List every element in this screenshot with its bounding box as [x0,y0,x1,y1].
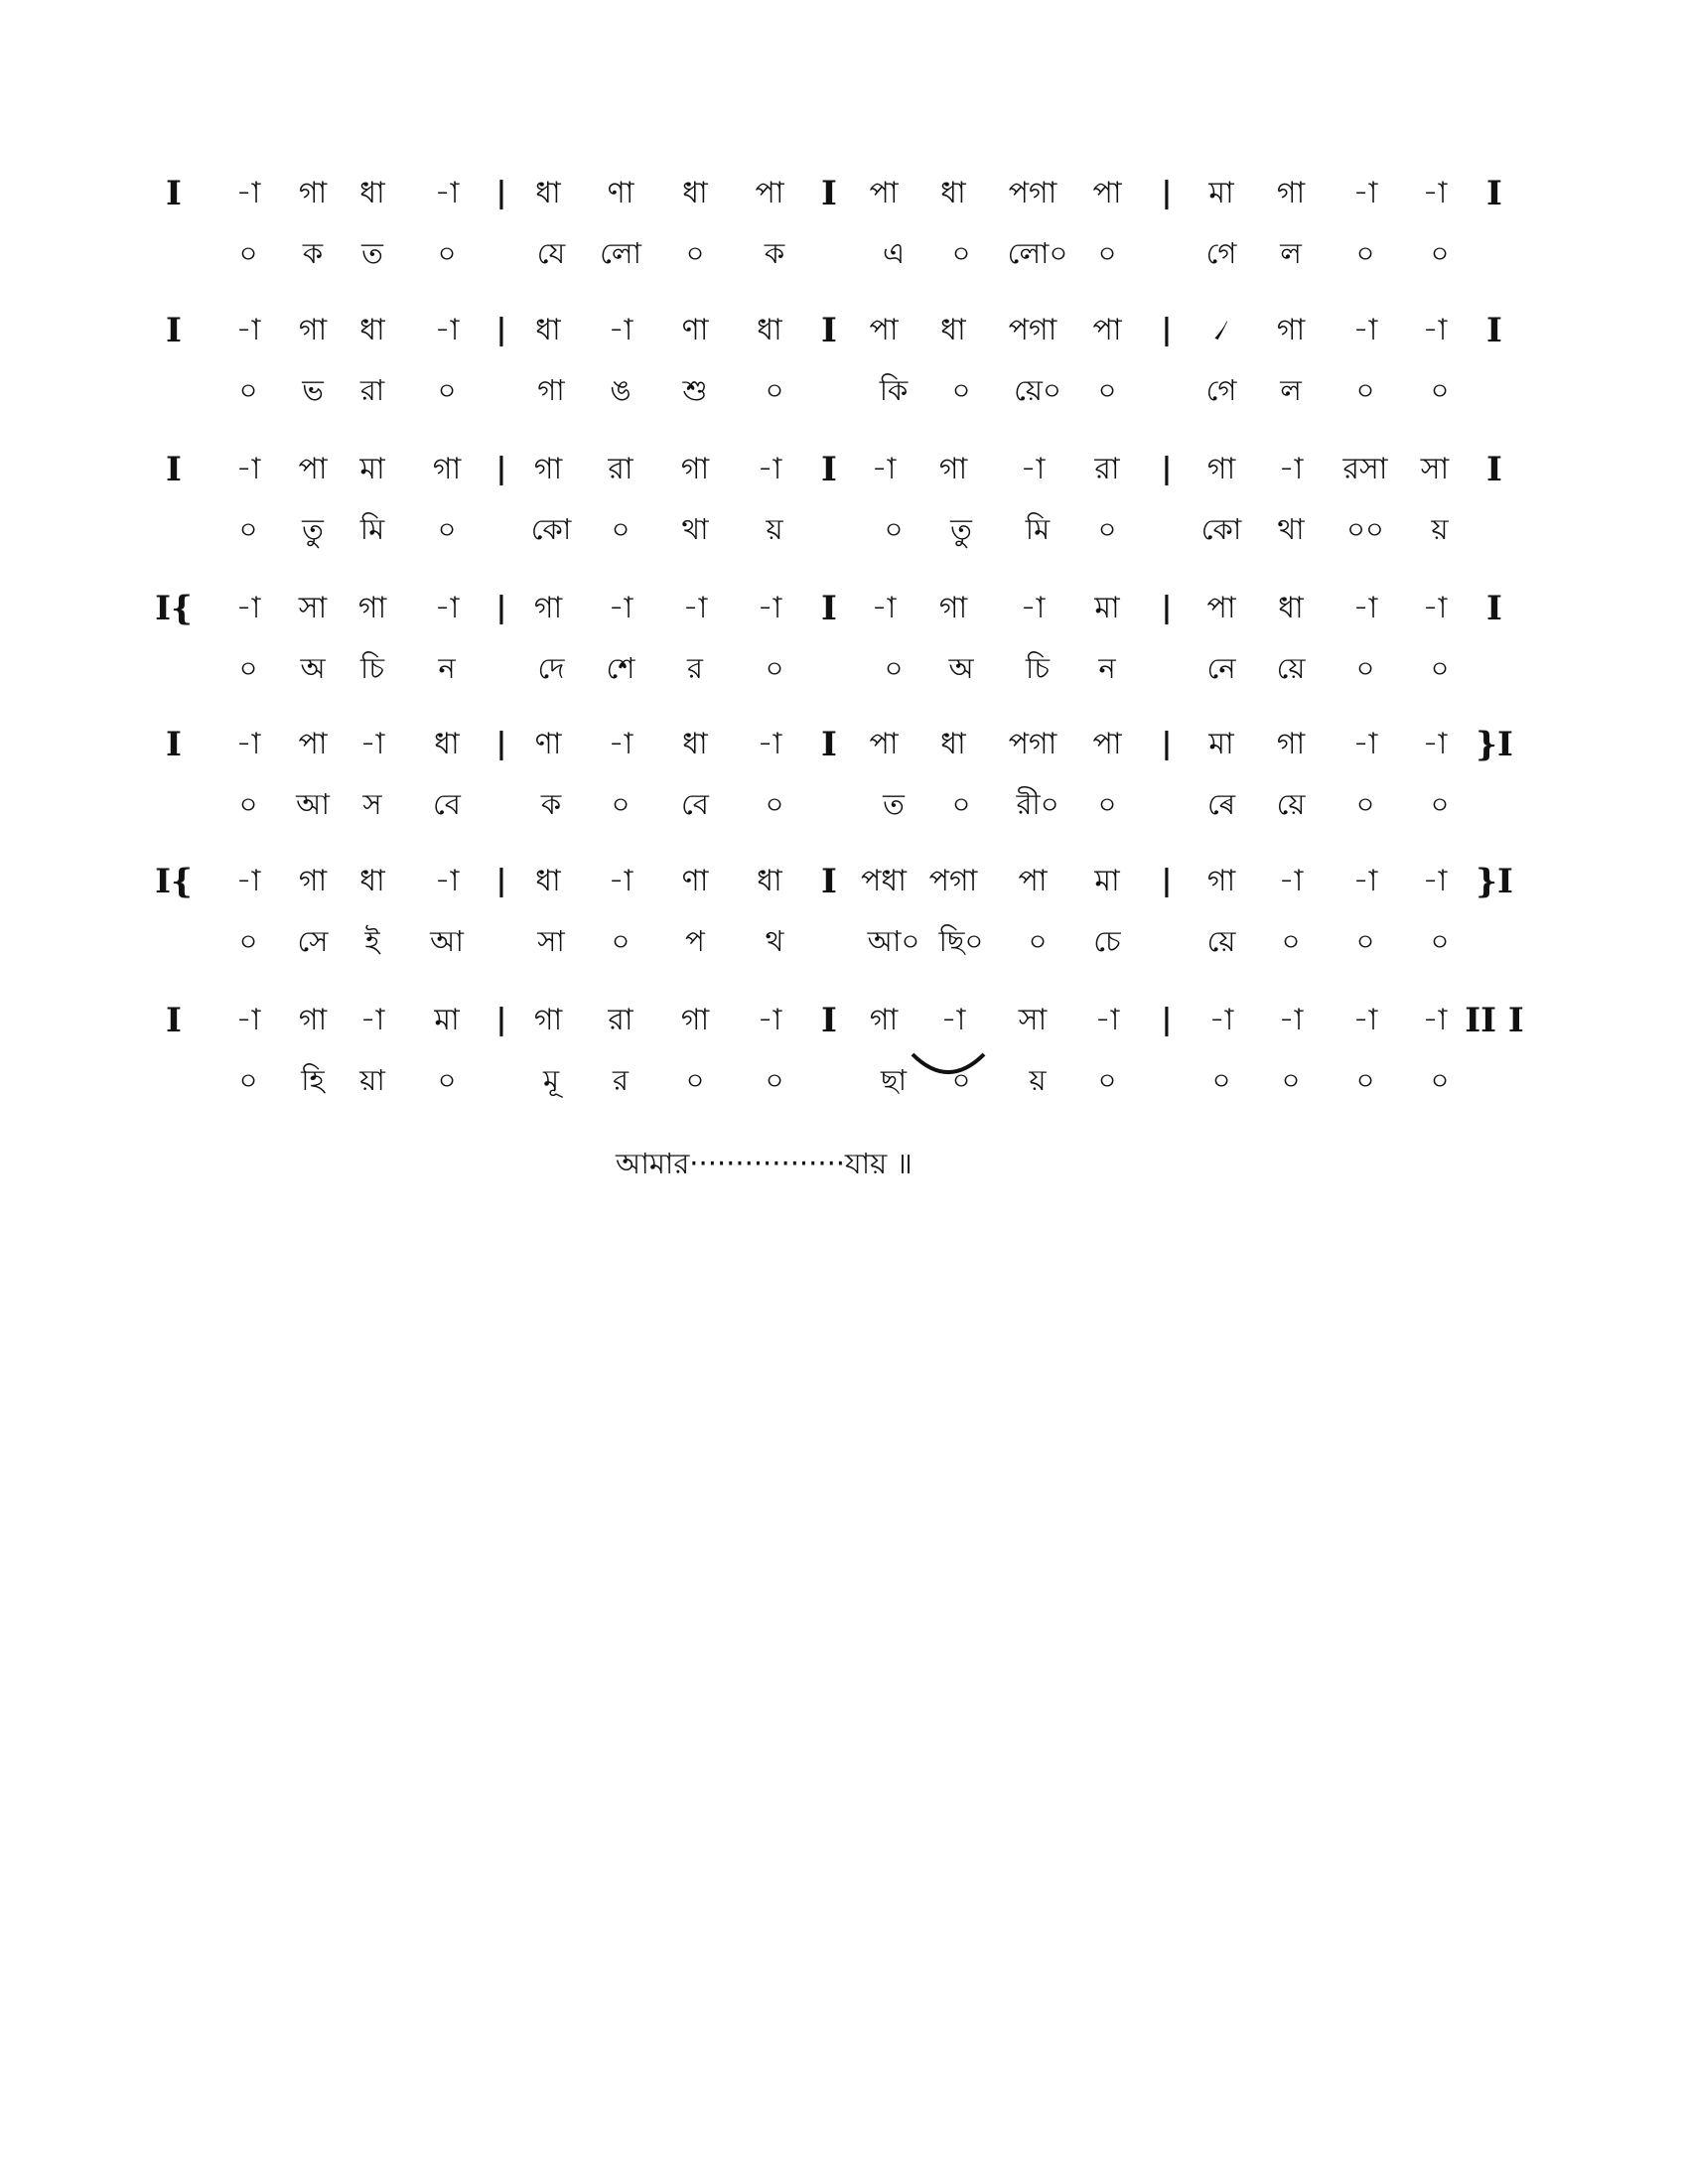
note: পা [1092,313,1122,347]
lyric-syllable: ০ [437,236,457,270]
note: -া [1422,1003,1448,1037]
note: -া [757,727,782,761]
lyric-syllable: ০ [1430,373,1450,407]
note: -া [682,591,708,625]
note: ধা [940,727,966,761]
note: গা [1206,864,1236,898]
notation-line [0,725,1688,784]
note: -া [1278,864,1304,898]
note: পগা [1008,313,1057,347]
lyric-syllable: ০ [238,924,258,958]
note: -া [940,1003,966,1037]
notation-line [0,589,1688,648]
note: ধা [359,864,385,898]
lyric-syllable: ভ [302,373,324,407]
lyric-syllable: থা [1277,512,1305,546]
note: -া [1422,864,1448,898]
lyric-syllable: স [362,787,382,821]
lyric-syllable: ০ [238,651,258,685]
lyric-syllable: কি [879,373,909,407]
note: মা [359,452,385,486]
note: -া [359,727,385,761]
note: গা [680,1003,710,1037]
note: ধা [535,864,561,898]
lyric-syllable: র [613,1063,629,1097]
lyric-syllable: রী০ [1016,787,1059,821]
lyric-syllable: ০ [1097,236,1117,270]
note: গা [533,452,563,486]
lyric-syllable: নে [1206,651,1236,685]
notation-line [0,1001,1688,1060]
note: -া [235,452,261,486]
lyric-syllable: ০ [951,1063,971,1097]
note: গা [298,176,328,210]
lyric-syllable: ০ [238,373,258,407]
lyric-syllable: ০ [1430,651,1450,685]
note: পা [1092,727,1122,761]
lyric-syllable: থা [681,512,709,546]
note: ধা [757,313,782,347]
bar-line: I{ [155,589,193,628]
note: -া [757,452,782,486]
note: ৴ [1213,313,1229,347]
note: পা [1092,176,1122,210]
note: -া [1422,591,1448,625]
bar-line: I [821,311,837,350]
note: গা [1276,313,1306,347]
note: ধা [434,727,460,761]
lyric-syllable: ০ [1097,1063,1117,1097]
lyric-syllable: ০ [1355,236,1375,270]
bar-line: I [166,450,182,489]
note: -া [1422,727,1448,761]
note: গা [1206,452,1236,486]
note: -া [608,313,633,347]
note: -া [359,1003,385,1037]
note: রা [608,1003,633,1037]
note: ণা [534,727,562,761]
lyric-syllable: য়ে০ [1014,373,1061,407]
note: গা [869,1003,899,1037]
note: -া [1352,864,1378,898]
footer-text: আমার·················যায় ॥ [616,1147,913,1180]
lyric-syllable: ০ [765,651,784,685]
lyric-line [0,370,1688,430]
note: গা [298,1003,328,1037]
lyric-syllable: ০ [884,651,904,685]
lyric-syllable: এ [882,236,906,270]
bar-line: I [821,862,837,901]
lyric-syllable: ক [764,236,785,270]
note: -া [1094,1003,1120,1037]
lyric-syllable: য় [1431,512,1449,546]
bar-line: I [821,450,837,489]
note: -া [871,452,897,486]
note: -া [871,591,897,625]
note: পধা [861,864,907,898]
note: ধা [535,176,561,210]
lyric-syllable: শু [682,373,708,407]
bar-line: II I [1465,1001,1524,1040]
lyric-syllable: ক [540,787,562,821]
lyric-syllable: ০০ [1346,512,1384,546]
lyric-syllable: রা [359,373,385,407]
note: ণা [681,864,709,898]
note: -া [1352,1003,1378,1037]
note: -া [434,176,460,210]
note: মা [1094,591,1120,625]
note: পা [1206,591,1236,625]
bar-line: | [1161,176,1173,210]
note: -া [235,591,261,625]
note: -া [1278,452,1304,486]
note: -া [434,313,460,347]
lyric-syllable: চে [1093,924,1121,958]
note: মা [434,1003,460,1037]
lyric-syllable: ০ [1211,1063,1231,1097]
lyric-syllable: হি [301,1063,325,1097]
lyric-syllable: ন [438,651,456,685]
lyric-syllable: আ০ [867,924,920,958]
bar-line: | [1161,591,1173,625]
lyric-syllable: ক [302,236,324,270]
note: মা [1208,176,1234,210]
bar-line: I [821,174,837,213]
lyric-syllable: ০ [238,1063,258,1097]
lyric-syllable: ০ [1028,924,1048,958]
note: -া [235,176,261,210]
note: সা [1018,1003,1048,1037]
note: -া [608,727,633,761]
lyric-syllable: ০ [1281,1063,1301,1097]
lyric-syllable: অ [300,651,326,685]
lyric-syllable: ই [364,924,380,958]
notation-line [0,174,1688,233]
note: -া [757,1003,782,1037]
bar-line: | [495,1003,507,1037]
lyric-syllable: ০ [765,373,784,407]
note: পা [869,727,899,761]
note: -া [235,313,261,347]
lyric-syllable: ০ [1430,1063,1450,1097]
bar-line: | [495,313,507,347]
bar-line: I [821,725,837,764]
lyric-syllable: তু [950,512,972,546]
bar-line: | [495,864,507,898]
lyric-syllable: গে [1205,236,1237,270]
lyric-syllable: ০ [1355,924,1375,958]
lyric-syllable: য়ে [1276,651,1306,685]
note: -া [235,727,261,761]
note: রা [608,452,633,486]
bar-line: I [1486,450,1502,489]
note: -া [1352,176,1378,210]
bar-line: I [1486,589,1502,628]
lyric-syllable: ০ [685,236,705,270]
lyric-syllable: ০ [951,787,971,821]
note: ধা [682,727,708,761]
bar-line: | [1161,452,1173,486]
lyric-syllable: য়ে [1276,787,1306,821]
note: গা [432,452,462,486]
lyric-syllable: ত [883,787,905,821]
note: সা [1420,452,1450,486]
lyric-syllable: ০ [1355,651,1375,685]
bar-line: I [1486,311,1502,350]
lyric-syllable: আ [430,924,464,958]
bar-line: I [166,1001,182,1040]
lyric-syllable: ০ [685,1063,705,1097]
bar-line: | [1161,864,1173,898]
note: -া [608,864,633,898]
lyric-syllable: য় [1029,1063,1047,1097]
note: গা [298,864,328,898]
lyric-syllable: ০ [1097,787,1117,821]
bar-line: I [166,725,182,764]
lyric-syllable: চি [360,651,384,685]
note: গা [938,452,968,486]
lyric-syllable: মূ [542,1063,560,1097]
note: সা [298,591,328,625]
note: পা [755,176,784,210]
note: পা [298,727,328,761]
note: -া [608,591,633,625]
lyric-syllable: বে [433,787,461,821]
note: গা [533,1003,563,1037]
bar-line: I [166,311,182,350]
lyric-syllable: প [685,924,705,958]
lyric-syllable: ০ [765,787,784,821]
lyric-syllable: ৰে [1206,787,1236,821]
note: পা [869,313,899,347]
bar-line: I [1486,174,1502,213]
note: গা [1276,176,1306,210]
lyric-syllable: তু [302,512,324,546]
note: ধা [359,313,385,347]
bar-line: }I [1476,862,1513,901]
note: -া [1278,1003,1304,1037]
lyric-syllable: র [687,651,703,685]
lyric-syllable: ছা [881,1063,907,1097]
lyric-syllable: আ [296,787,330,821]
note: পা [1018,864,1048,898]
note: রা [1094,452,1120,486]
lyric-syllable: কো [530,512,572,546]
note: -া [1352,591,1378,625]
lyric-syllable: ল [1280,373,1302,407]
note: গা [357,591,387,625]
lyric-syllable: ০ [1430,236,1450,270]
note: -া [1208,1003,1234,1037]
lyric-syllable: ০ [437,1063,457,1097]
bar-line: | [495,452,507,486]
bar-line: | [495,176,507,210]
lyric-syllable: ০ [1097,512,1117,546]
note: ধা [940,313,966,347]
lyric-syllable: ০ [611,924,631,958]
bar-line: | [495,727,507,761]
slur-mark [909,1050,988,1080]
note: ধা [535,313,561,347]
lyric-syllable: ০ [1355,1063,1375,1097]
note: -া [235,864,261,898]
lyric-line [0,921,1688,981]
note: গা [938,591,968,625]
lyric-syllable: দে [537,651,565,685]
note: -া [1352,727,1378,761]
lyric-syllable: অ [948,651,974,685]
lyric-syllable: সে [297,924,329,958]
lyric-syllable: মি [1025,512,1051,546]
bar-line: I [821,1001,837,1040]
lyric-syllable: য় [766,512,783,546]
lyric-syllable: যে [536,236,566,270]
note: -া [235,1003,261,1037]
lyric-line [0,648,1688,708]
lyric-syllable: ঙ [610,373,632,407]
lyric-syllable: ০ [611,512,631,546]
bar-line: I [821,589,837,628]
note: -া [1020,452,1046,486]
note: গা [1276,727,1306,761]
note: ধা [682,176,708,210]
lyric-syllable: ০ [437,512,457,546]
lyric-syllable: ছি০ [938,924,984,958]
lyric-syllable: চি [1026,651,1050,685]
note: রসা [1342,452,1388,486]
bar-line: | [495,591,507,625]
note: -া [1020,591,1046,625]
note: ণা [607,176,634,210]
note: -া [1352,313,1378,347]
lyric-syllable: বে [681,787,709,821]
notation-line [0,311,1688,370]
lyric-syllable: ০ [1355,373,1375,407]
lyric-syllable: গে [1205,373,1237,407]
lyric-syllable: ল [1280,236,1302,270]
notation-line [0,862,1688,921]
lyric-syllable: য়া [359,1063,385,1097]
lyric-line [0,784,1688,844]
lyric-syllable: ০ [1355,787,1375,821]
lyric-syllable: থ [765,924,784,958]
note: ধা [359,176,385,210]
note: পগা [1008,727,1057,761]
note: পগা [928,864,978,898]
note: পগা [1008,176,1057,210]
lyric-syllable: মি [359,512,385,546]
bar-line: }I [1476,725,1513,764]
bar-line: I [166,174,182,213]
lyric-syllable: ০ [611,787,631,821]
lyric-syllable: ০ [238,236,258,270]
note: গা [680,452,710,486]
note: ধা [940,176,966,210]
lyric-syllable: ০ [951,373,971,407]
lyric-line [0,1060,1688,1120]
bar-line: | [1161,727,1173,761]
lyric-syllable: লো০ [1007,236,1068,270]
lyric-syllable: ০ [1281,924,1301,958]
bar-line: | [1161,313,1173,347]
lyric-syllable: ন [1098,651,1116,685]
note: ধা [757,864,782,898]
bar-line: | [1161,1003,1173,1037]
lyric-syllable: ০ [765,1063,784,1097]
note: পা [298,452,328,486]
lyric-syllable: কো [1200,512,1242,546]
lyric-syllable: গা [537,373,565,407]
lyric-syllable: ০ [238,787,258,821]
note: -া [434,591,460,625]
lyric-syllable: সা [537,924,565,958]
note: গা [298,313,328,347]
note: -া [757,591,782,625]
note: মা [1094,864,1120,898]
bar-line: I{ [155,862,193,901]
note: গা [533,591,563,625]
lyric-syllable: লো [600,236,641,270]
note: পা [869,176,899,210]
lyric-syllable: ০ [1430,787,1450,821]
note: -া [434,864,460,898]
notation-line [0,450,1688,509]
lyric-line [0,233,1688,293]
lyric-syllable: শে [606,651,635,685]
lyric-syllable: ০ [884,512,904,546]
lyric-syllable: ত [361,236,383,270]
lyric-syllable: ০ [951,236,971,270]
lyric-syllable: য়ে [1206,924,1236,958]
lyric-syllable: ০ [437,373,457,407]
note: ণা [681,313,709,347]
note: মা [1208,727,1234,761]
lyric-syllable: ০ [1430,924,1450,958]
note: -া [1422,176,1448,210]
lyric-syllable: ০ [238,512,258,546]
lyric-syllable: ০ [1097,373,1117,407]
note: -া [1422,313,1448,347]
note: ধা [1278,591,1304,625]
lyric-line [0,509,1688,569]
